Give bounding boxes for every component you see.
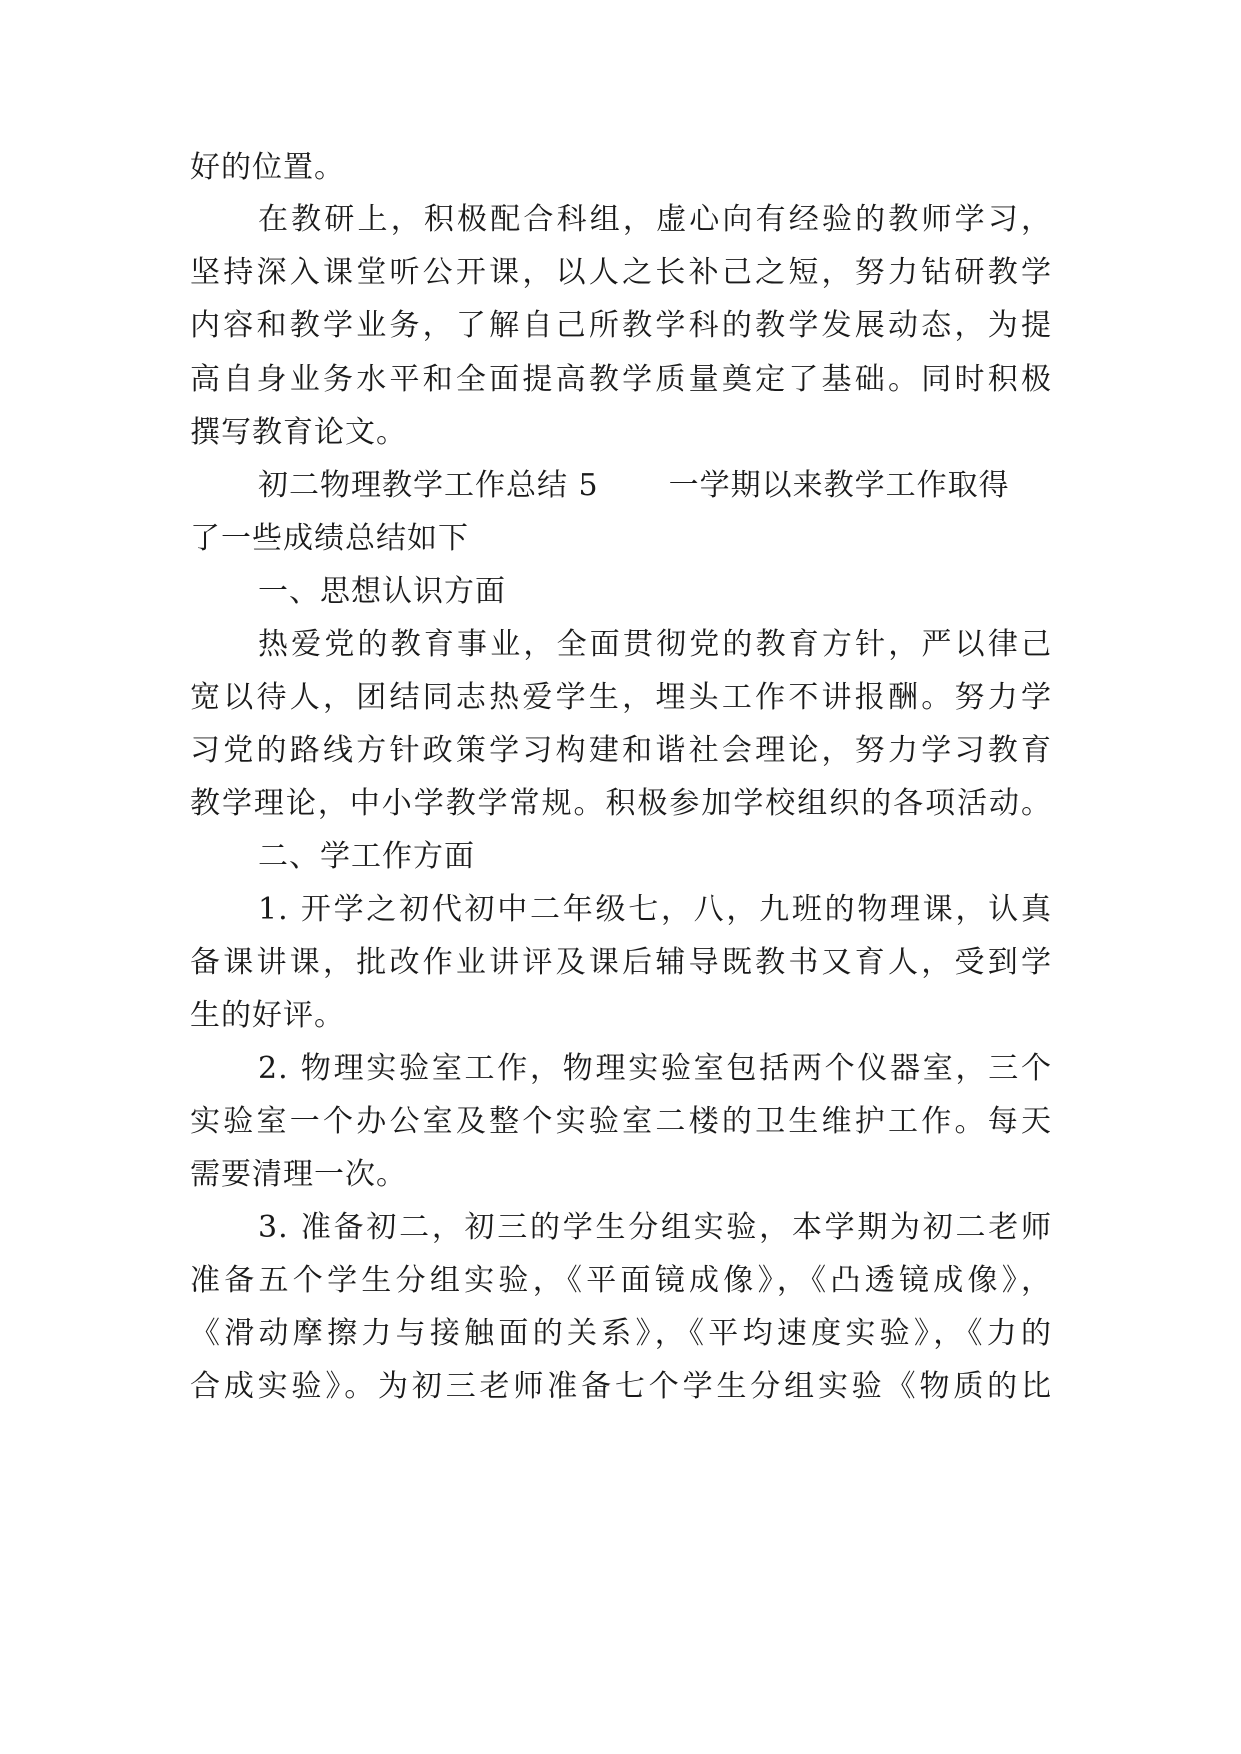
- section-title: 初二物理教学工作总结 5: [258, 468, 599, 503]
- text-line: 好的位置。: [190, 150, 345, 185]
- text-line: 1. 开学之初代初中二年级七，八，九班的物理课，认真: [258, 892, 1052, 927]
- subheading: 二、学工作方面: [258, 839, 475, 874]
- text-line: 坚持深入课堂听公开课，以人之长补己之短，努力钻研教学: [190, 255, 1052, 290]
- text-line: 实验室一个办公室及整个实验室二楼的卫生维护工作。每天: [190, 1104, 1052, 1139]
- text-line: 生的好评。: [190, 998, 345, 1033]
- subheading: 一、思想认识方面: [258, 574, 506, 609]
- text-line: 高自身业务水平和全面提高教学质量奠定了基础。同时积极: [190, 362, 1052, 397]
- text-line: 需要清理一次。: [190, 1157, 407, 1192]
- text-line: 撰写教育论文。: [190, 415, 407, 450]
- text-line: 2. 物理实验室工作，物理实验室包括两个仪器室，三个: [258, 1051, 1052, 1086]
- text-line: 热爱党的教育事业，全面贯彻党的教育方针，严以律己: [258, 627, 1052, 662]
- text-line: 习党的路线方针政策学习构建和谐社会理论，努力学习教育: [190, 733, 1052, 768]
- text-line: 准备五个学生分组实验，《平面镜成像》，《凸透镜成像》，: [190, 1263, 1052, 1298]
- text-line: 3. 准备初二，初三的学生分组实验，本学期为初二老师: [258, 1210, 1052, 1245]
- text-line: 宽以待人，团结同志热爱学生，埋头工作不讲报酬。努力学: [190, 680, 1052, 715]
- text-line: 备课讲课，批改作业讲评及课后辅导既教书又育人，受到学: [190, 945, 1052, 980]
- section-intro: 一学期以来教学工作取得: [668, 468, 1010, 503]
- section-heading: [258, 466, 1010, 506]
- text-line: 了一些成绩总结如下: [190, 521, 469, 556]
- text-line: 在教研上，积极配合科组，虚心向有经验的教师学习，: [258, 202, 1052, 237]
- text-line: 教学理论，中小学教学常规。积极参加学校组织的各项活动。: [190, 786, 1052, 821]
- text-line: 《滑动摩擦力与接触面的关系》，《平均速度实验》，《力的: [190, 1316, 1052, 1351]
- text-line: 合成实验》。为初三老师准备七个学生分组实验《物质的比: [190, 1369, 1052, 1404]
- text-line: 内容和教学业务，了解自己所教学科的教学发展动态，为提: [190, 308, 1052, 343]
